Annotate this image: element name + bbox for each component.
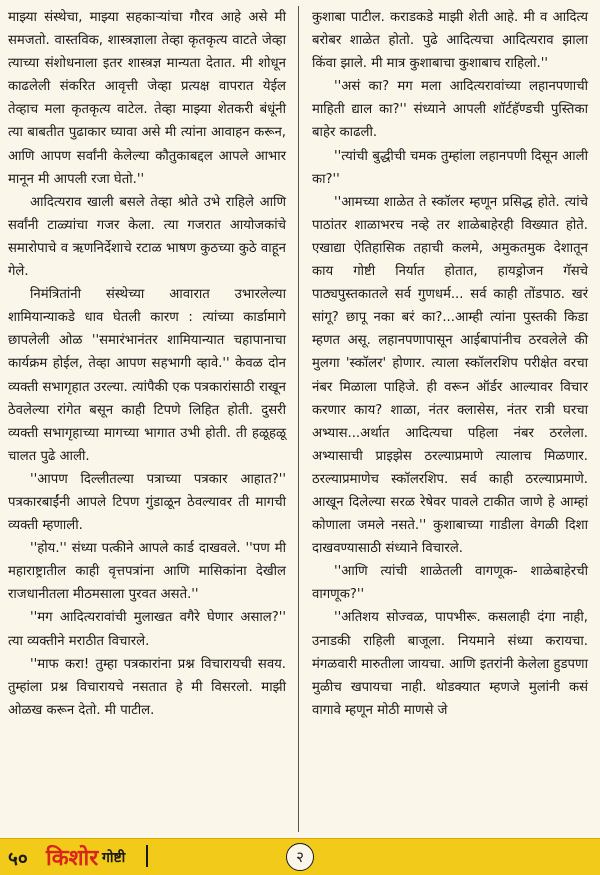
story-part-number: २ xyxy=(286,843,314,871)
paragraph: ''होय.'' संध्या पत्कीने आपले कार्ड दाखवले. ''पण मी महाराष्ट्रातील काही वृत्तपत्रांना आणि मासिकांना देखील राजधानीतला मीठमसाला पुरवत असते.'' xyxy=(8,541,286,603)
page-footer xyxy=(0,838,600,875)
paragraph: ''आमच्या शाळेत ते स्कॉलर म्हणून प्रसिद्ध होते. त्यांचे पाठांतर शाळाभरच नव्हे तर शाळेबाहेरही विख्यात होते. एखाद्या ऐतिहासिक तहाची कलमे, अमुकतमुक देशातून काय गोष्टी निर्यात होतात, हायड्रोजन गॅसचे पाठ्यपुस्तकातले सर्व गुणधर्म... सर्व काही तोंडपाठ. खरं सांगू? छापू नका बरं का?...आम्ही त्यांना पुस्तकी किडा म्हणत असू. लहानपणापासून आईबापांनीच ठरवलेले की मुलगा 'स्कॉलर' होणार. त्याला स्कॉलरशिप परीक्षेत वरचा नंबर मिळाला पाहिजे. ही वरून ऑर्डर आल्यावर विचार करणार काय? शाळा, नंतर क्लासेस, नंतर रात्री घरचा अभ्यास...अर्थात आदित्यचा पहिला नंबर ठरलेला. अभ्यासाची प्राइझेस ठरल्याप्रमाणे त्यालाच मिळणार. ठरल्याप्रमाणेच स्कॉलरशिप. सर्व काही ठरल्याप्रमाणे. आखून दिलेल्या सरळ रेषेवर पावले टाकीत जाणे हे आम्हां कोणाला जमले नसते.'' कुशाबाच्या गाडीला वेगळी दिशा दाखवण्यासाठी संध्याने विचारले. xyxy=(312,194,588,557)
paragraph: ''त्यांची बुद्धीची चमक तुम्हांला लहानपणी दिसून आली का?'' xyxy=(312,148,588,187)
paragraph: ''माफ करा! तुम्हा पत्रकारांना प्रश्न विचारायची सवय. तुम्हांला प्रश्न विचारायचे नसतात हे मी विसरलो. माझी ओळख करून देतो. मी पाटील. xyxy=(8,656,286,718)
section-label: गोष्टी xyxy=(102,850,126,866)
left-text-column xyxy=(8,6,286,722)
paragraph: ''आपण दिल्लीतल्या पत्राच्या पत्रकार आहात?'' पत्रकारबाईंनी आपले टिपण गुंडाळून ठेवल्यावर ती मागची व्यक्ती म्हणाली. xyxy=(8,471,286,534)
page-number: ५० xyxy=(8,848,28,870)
paragraph: आदित्यराव खाली बसले तेव्हा श्रोते उभे राहिले आणि सर्वांनी टाळ्यांचा गजर केला. त्या गजरात आयोजकांचे समारोपाचे व ऋणनिर्देशाचे रटाळ भाषण कुठच्या कुठे वाहून गेले. xyxy=(8,194,286,280)
paragraph: ''आणि त्यांची शाळेतली वागणूक- शाळेबाहेरची वागणूक?'' xyxy=(312,564,588,603)
footer-separator xyxy=(146,845,148,867)
magazine-name: किशोर xyxy=(46,845,99,871)
column-divider xyxy=(298,6,299,832)
paragraph: ''मग आदित्यरावांची मुलाखत वगैरे घेणार असाल?'' त्या व्यक्तीने मराठीत विचारले. xyxy=(8,610,286,649)
paragraph: माझ्या संस्थेचा, माझ्या सहकाऱ्यांचा गौरव आहे असे मी समजतो. वास्तविक, शास्त्रज्ञाला तेव्हा कृतकृत्य वाटते जेव्हा त्याच्या संशोधनाला इतर शास्त्रज्ञ मान्यता देतात. मी शोधून काढलेली संकरित आवृत्ती जेव्हा प्रत्यक्ष वापरात येईल तेव्हाच मला कृतकृत्य वाटेल. तेव्हा माझ्या शेतकरी बंधूंनी त्या बाबतीत पुढाकार घ्यावा असे मी त्यांना आवाहन करून, आणि आपण सर्वांनी केलेल्या कौतुकाबद्दल आपले आभार मानून मी आपली रजा घेतो.'' xyxy=(8,10,286,187)
paragraph: कुशाबा पाटील. कराडकडे माझी शेती आहे. मी व आदित्य बरोबर शाळेत होतो. पुढे आदित्यचा आदित्यराव झाला किंवा झाले. मी मात्र कुशाबाचा कुशाबाच राहिलो.'' xyxy=(312,10,588,72)
paragraph: ''असं का? मग मला आदित्यरावांच्या लहानपणाची माहिती द्याल का?'' संध्याने आपली शॉर्टहॅण्डची पुस्तिका बाहेर काढली. xyxy=(312,79,588,141)
right-text-column xyxy=(312,6,588,722)
paragraph: निमंत्रितांनी संस्थेच्या आवारात उभारलेल्या शामियान्याकडे धाव घेतली कारण : त्यांच्या कार्डामागे छापलेली ओळ ''समारंभानंतर शामियान्यात चहापानाचा कार्यक्रम होईल, तेव्हा आपण सहभागी व्हावे.'' केवळ दोन व्यक्ती सभागृहात उरल्या. त्यांपैकी एक पत्रकारांसाठी राखून ठेवलेल्या रांगेत बसून काही टिपणे लिहित होती. दुसरी व्यक्ती सभागृहाच्या मागच्या भागात उभी होती. ती हळूहळू चालत पुढे आली. xyxy=(8,287,286,464)
paragraph: ''अतिशय सोज्वळ, पापभीरू. कसलाही दंगा नाही, उनाडकी राहिली बाजूला. नियमाने संध्या करायचा. मंगळवारी मारुतीला जायचा. आणि इतरांनी केलेला हुडपणा मुळीच खपायचा नाही. थोडक्यात म्हणजे मुलांनी कसं वागावे म्हणून मोठी माणसे जे xyxy=(312,610,588,718)
